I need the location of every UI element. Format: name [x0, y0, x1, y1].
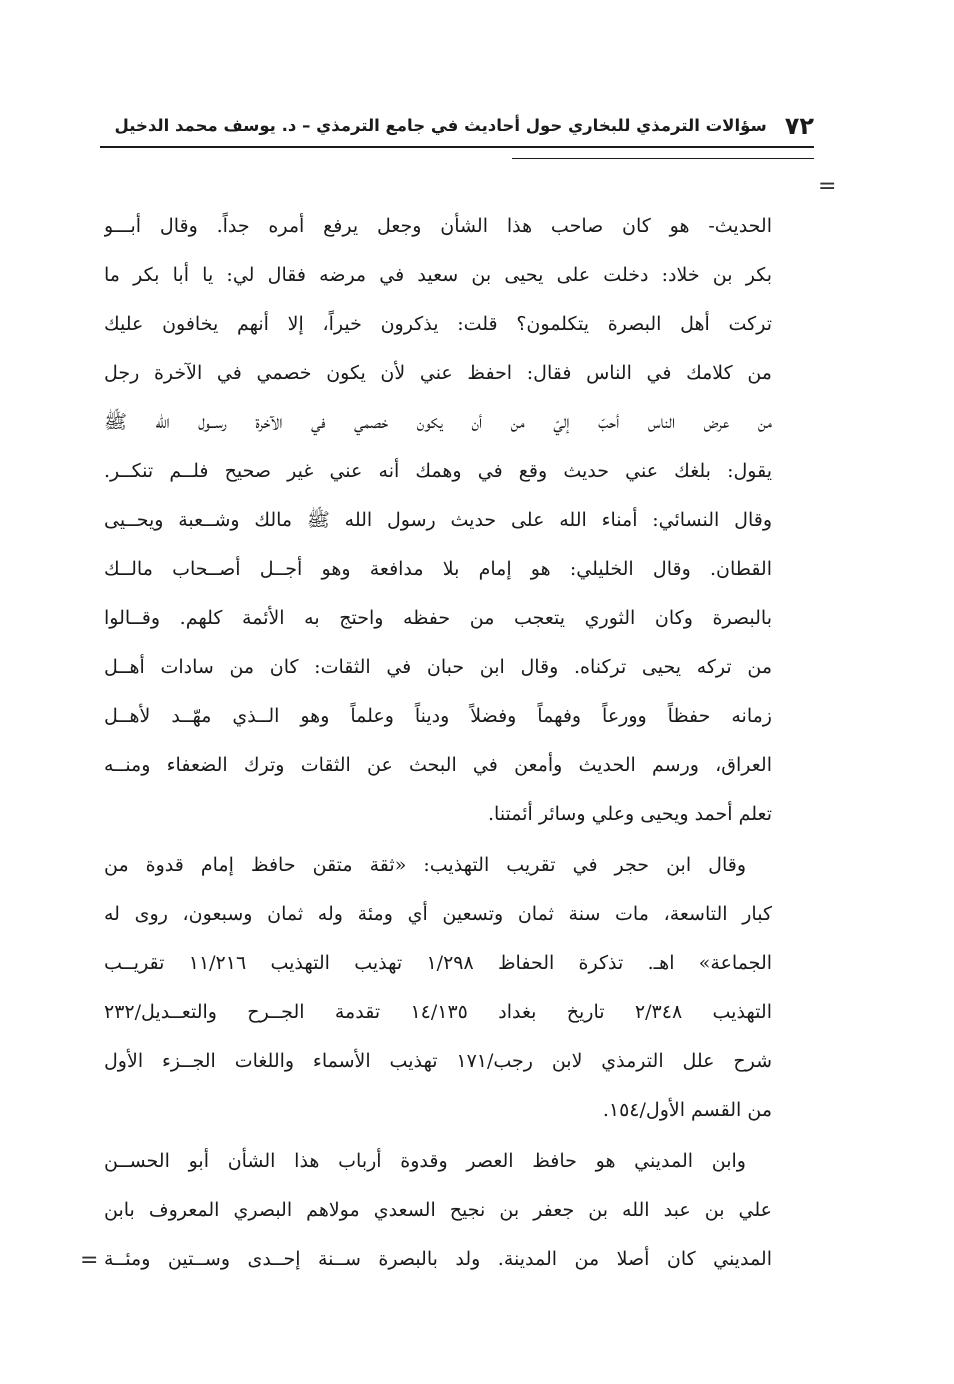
text-line: الحديث- هو كان صاحب هذا الشأن وجعل يرفع أمره جداً. وقال أبـــو: [104, 215, 772, 237]
text-line: تركت أهل البصرة يتكلمون؟ قلت: يذكرون خيراً، إلا أنهم يخافون عليك: [104, 313, 772, 335]
running-title: سؤالات الترمذي للبخاري حول أحاديث في جامع الترمذي – د. يوسف محمد الدخيل: [114, 116, 767, 135]
text-line: وابن المديني هو حافظ العصر وقدوة أرباب هذا الشأن أبو الحســن: [104, 1150, 746, 1172]
page-header: [100, 108, 814, 144]
header-rule-extension: [512, 158, 814, 159]
text-line: بالبصرة وكان الثوري يتعجب من حفظه واحتج به الأئمة كلهم. وقــالوا: [104, 607, 772, 629]
text-line: الجماعة» اهـ. تذكرة الحفاظ ١/٢٩٨ تهذيب التهذيب ١١/٢١٦ تقريــب: [104, 952, 772, 974]
text-line: بكر بن خلاد: دخلت على يحيى بن سعيد في مرضه فقال لي: يا أبا بكر ما: [104, 264, 772, 286]
paragraph-3: [104, 1137, 772, 1284]
text-line: وقال ابن حجر في تقريب التهذيب: «ثقة متقن حافظ إمام قدوة من: [104, 854, 746, 876]
paragraph-1: [104, 202, 772, 839]
paragraph-2: [104, 841, 772, 1135]
text-line: شرح علل الترمذي لابن رجب/١٧١ تهذيب الأسماء واللغات الجــزء الأول: [104, 1050, 772, 1072]
text-line: تعلم أحمد ويحيى وعلي وسائر أئمتنا.: [487, 803, 772, 825]
body-text: [104, 202, 772, 1284]
page-number: ٧٢: [784, 112, 814, 140]
text-line: من كلامك في الناس فقال: احفظ عني لأن يكون خصمي في الآخرة رجل: [104, 362, 772, 384]
text-line: العراق، ورسم الحديث وأمعن في البحث عن الثقات وترك الضعفاء ومنــه: [104, 754, 772, 776]
header-rule: [100, 146, 814, 148]
margin-mark-top: =: [818, 174, 837, 199]
margin-mark-bottom: =: [80, 1248, 99, 1273]
text-line: من القسم الأول/١٥٤.: [602, 1099, 772, 1121]
text-line: زمانه حفظاً وورعاً وفهماً وفضلاً وديناً وعلماً وهو الــذي مهّــد لأهــل: [104, 705, 772, 727]
text-line: من تركه يحيى تركناه. وقال ابن حبان في الثقات: كان من سادات أهــل: [104, 656, 772, 678]
text-line: المديني كان أصلا من المدينة. ولد بالبصرة ســنة إحــدى وســتين ومئــة: [104, 1248, 772, 1270]
text-line: يقول: بلغك عني حديث وقع في وهمك أنه عني غير صحيح فلــم تنكــر.: [104, 460, 772, 482]
text-line: كبار التاسعة، مات سنة ثمان وتسعين أي ومئة وله ثمان وسبعون، روى له: [104, 903, 772, 925]
text-line: وقال النسائي: أمناء الله على حديث رسول الله ﷺ مالك وشــعبة ويحــيى: [104, 509, 772, 531]
text-line: القطان. وقال الخليلي: هو إمام بلا مدافعة وهو أجــل أصــحاب مالــك: [104, 558, 772, 580]
text-line: علي بن عبد الله بن جعفر بن نجيح السعدي مولاهم البصري المعروف بابن: [104, 1199, 772, 1221]
text-line: من عرض الناس أحبّ إليّ من أن يكون خصمي في الآخرة رســول الله ﷺ: [104, 411, 772, 433]
text-line: التهذيب ٢/٣٤٨ تاريخ بغداد ١٤/١٣٥ تقدمة الجــرح والتعــديل/٢٣٢: [104, 1001, 772, 1023]
